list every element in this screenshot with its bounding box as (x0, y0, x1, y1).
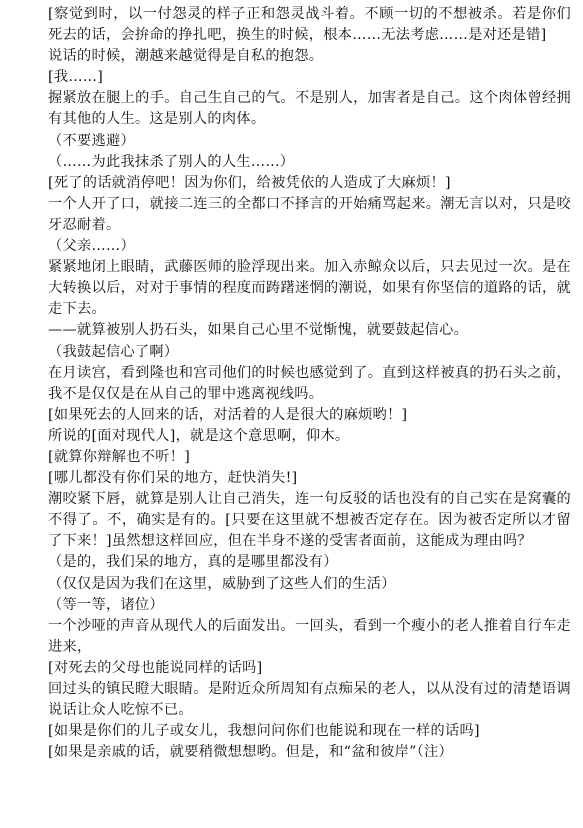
paragraph: （是的，我们呆的地方，真的是哪里都没有） (48, 554, 338, 571)
paragraph: [哪儿都没有你们呆的地方，赶快消失!] (48, 470, 298, 487)
paragraph: [如果死去的人回来的话，对活着的人是很大的麻烦哟！] (48, 406, 408, 423)
paragraph: （仅仅是因为我们在这里，威胁到了这些人们的生活） (48, 575, 396, 592)
paragraph: （……为此我抹杀了别人的人生……） (48, 153, 295, 170)
paragraph: 一个沙哑的声音从现代人的后面发出。一回头，看到一个瘦小的老人推着自行车走进来， (48, 617, 571, 655)
paragraph: [察觉到时，以一付怨灵的样子正和怨灵战斗着。不顾一切的不想被杀。若是你们死去的话，会拚命的挣扎吧，换生的时候，根本……无法考虑……是对还是错] (48, 6, 571, 44)
paragraph: [我……] (48, 69, 104, 86)
paragraph: 握紧放在腿上的手。自己生自己的气。不是别人，加害者是自己。这个肉体曾经拥有其他的人生。这是别人的肉体。 (48, 90, 571, 128)
paragraph: [对死去的父母也能说同样的话吗] (48, 659, 263, 676)
paragraph: 紧紧地闭上眼睛，武藤医师的脸浮现出来。加入赤鲸众以后，只去见过一次。是在大转换以后，对对于事情的程度而踌躇迷惘的潮说，如果有你坚信的道路的话，就走下去。 (48, 259, 571, 318)
paragraph: 在月读宫，看到隆也和宫司他们的时候也感觉到了。直到这样被真的扔石头之前，我不是仅仅是在从自己的罪中逃离视线吗。 (48, 364, 571, 402)
paragraph: 一个人开了口，就接二连三的全都口不择言的开始痛骂起来。潮无言以对，只是咬牙忍耐着。 (48, 195, 571, 233)
paragraph: ——就算被别人扔石头，如果自己心里不觉惭愧，就要鼓起信心。 (48, 322, 469, 339)
paragraph: 潮咬紧下唇，就算是别人让自己消失，连一句反驳的话也没有的自己实在是窝囊的不得了。不，确实是有的。[只要在这里就不想被否定存在。因为被否定所以才留了下来！]虽然想这样回应，但在半身不遂的受害者面前，这能成为理由吗？ (48, 491, 571, 550)
paragraph: （我鼓起信心了啊） (48, 343, 179, 360)
paragraph: 说话的时候，潮越来越觉得是自私的抱怨。 (48, 48, 324, 65)
paragraph: [如果是你们的儿子或女儿，我想问问你们也能说和现在一样的话吗] (48, 723, 480, 740)
paragraph: 回过头的镇民瞪大眼睛。是附近众所周知有点痴呆的老人，以从没有过的清楚语调说话让众人吃惊不已。 (48, 681, 571, 719)
paragraph: [死了的话就消停吧！因为你们，给被凭依的人造成了大麻烦！] (48, 174, 451, 191)
paragraph: （不要逃避） (48, 132, 135, 149)
paragraph: （父亲……） (48, 238, 135, 255)
paragraph: （等一等，诸位） (48, 596, 164, 613)
paragraph: [就算你辩解也不听！] (48, 448, 191, 465)
paragraph: 所说的[面对现代人]，就是这个意思啊，仰木。 (48, 427, 350, 444)
paragraph: [如果是亲戚的话，就要稍微想想哟。但是，和“盆和彼岸”（注） (48, 744, 454, 761)
